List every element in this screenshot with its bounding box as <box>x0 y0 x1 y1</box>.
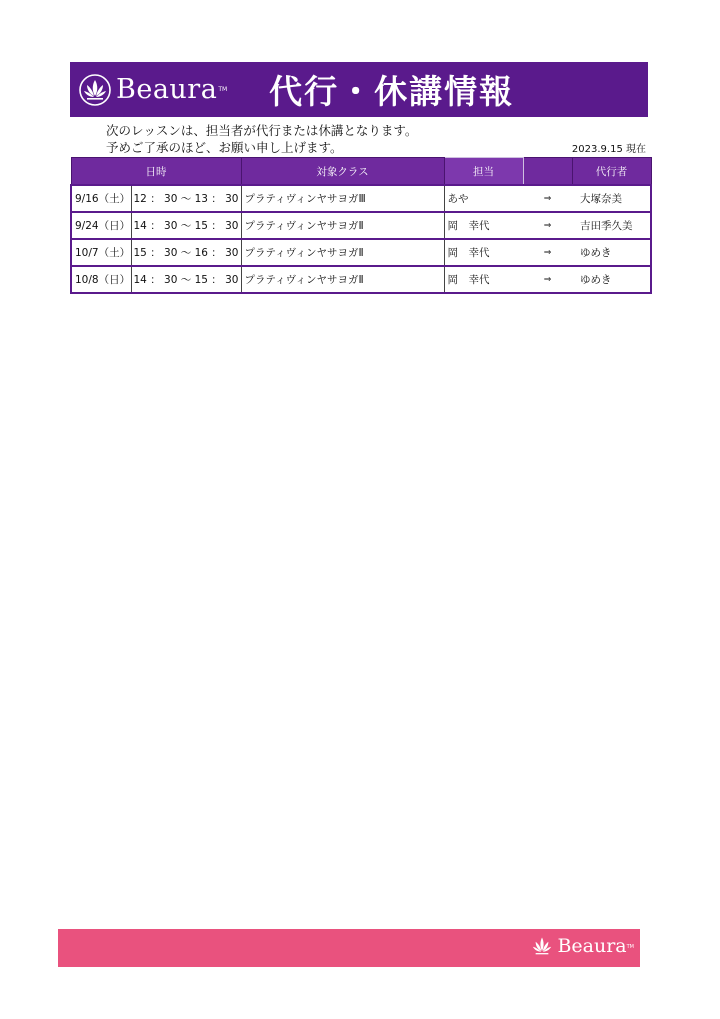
notice-text <box>106 122 417 156</box>
footer-brand-name: Beaura <box>557 935 627 957</box>
brand-name: Beaura <box>116 74 218 105</box>
header-substitute: 代行者 <box>572 158 651 186</box>
notice-line-2: 予めご了承のほど、お願い申し上げます。 <box>106 140 343 155</box>
cell-class: プラティヴィンヤサヨガⅡ <box>241 266 444 293</box>
header-instructor: 担当 <box>444 158 523 186</box>
page-title: 代行・休講情報 <box>269 72 515 111</box>
footer-band <box>58 929 640 967</box>
header-banner <box>70 62 648 117</box>
cell-date: 10/7（土） <box>71 239 131 266</box>
arrow-icon: ⇒ <box>523 212 572 239</box>
cell-substitute: 吉田季久美 <box>572 212 651 239</box>
table-header-row <box>71 158 651 186</box>
footer-trademark-mark: TM <box>626 944 634 950</box>
cell-substitute: ゆめき <box>572 266 651 293</box>
table-row <box>71 239 651 266</box>
cell-instructor: 岡 幸代 <box>444 239 523 266</box>
trademark-mark: TM <box>218 85 228 93</box>
cell-time: 14 ： 30 〜 15 ： 30 <box>131 212 241 239</box>
cell-date: 9/16（土） <box>71 185 131 212</box>
cell-class: プラティヴィンヤサヨガⅢ <box>241 185 444 212</box>
header-class: 対象クラス <box>241 158 444 186</box>
table-row <box>71 266 651 293</box>
table-row <box>71 185 651 212</box>
table-row <box>71 212 651 239</box>
lotus-icon <box>530 934 554 958</box>
cell-time: 14 ： 30 〜 15 ： 30 <box>131 266 241 293</box>
brand-logo <box>78 73 227 107</box>
footer-logo <box>530 934 634 958</box>
cell-class: プラティヴィンヤサヨガⅡ <box>241 239 444 266</box>
notice-line-1: 次のレッスンは、担当者が代行または休講となります。 <box>106 123 418 138</box>
cell-instructor: あや <box>444 185 523 212</box>
header-spacer <box>523 158 572 186</box>
cell-class: プラティヴィンヤサヨガⅡ <box>241 212 444 239</box>
cell-substitute: 大塚奈美 <box>572 185 651 212</box>
cell-date: 9/24（日） <box>71 212 131 239</box>
header-datetime: 日時 <box>71 158 241 186</box>
cell-date: 10/8（日） <box>71 266 131 293</box>
cell-substitute: ゆめき <box>572 239 651 266</box>
lotus-icon <box>78 73 112 107</box>
cell-instructor: 岡 幸代 <box>444 212 523 239</box>
arrow-icon: ⇒ <box>523 239 572 266</box>
cell-time: 12 ： 30 〜 13 ： 30 <box>131 185 241 212</box>
cell-time: 15 ： 30 〜 16 ： 30 <box>131 239 241 266</box>
schedule-table <box>70 157 652 294</box>
arrow-icon: ⇒ <box>523 185 572 212</box>
cell-instructor: 岡 幸代 <box>444 266 523 293</box>
arrow-icon: ⇒ <box>523 266 572 293</box>
as-of-date: 2023.9.15 現在 <box>571 144 646 155</box>
